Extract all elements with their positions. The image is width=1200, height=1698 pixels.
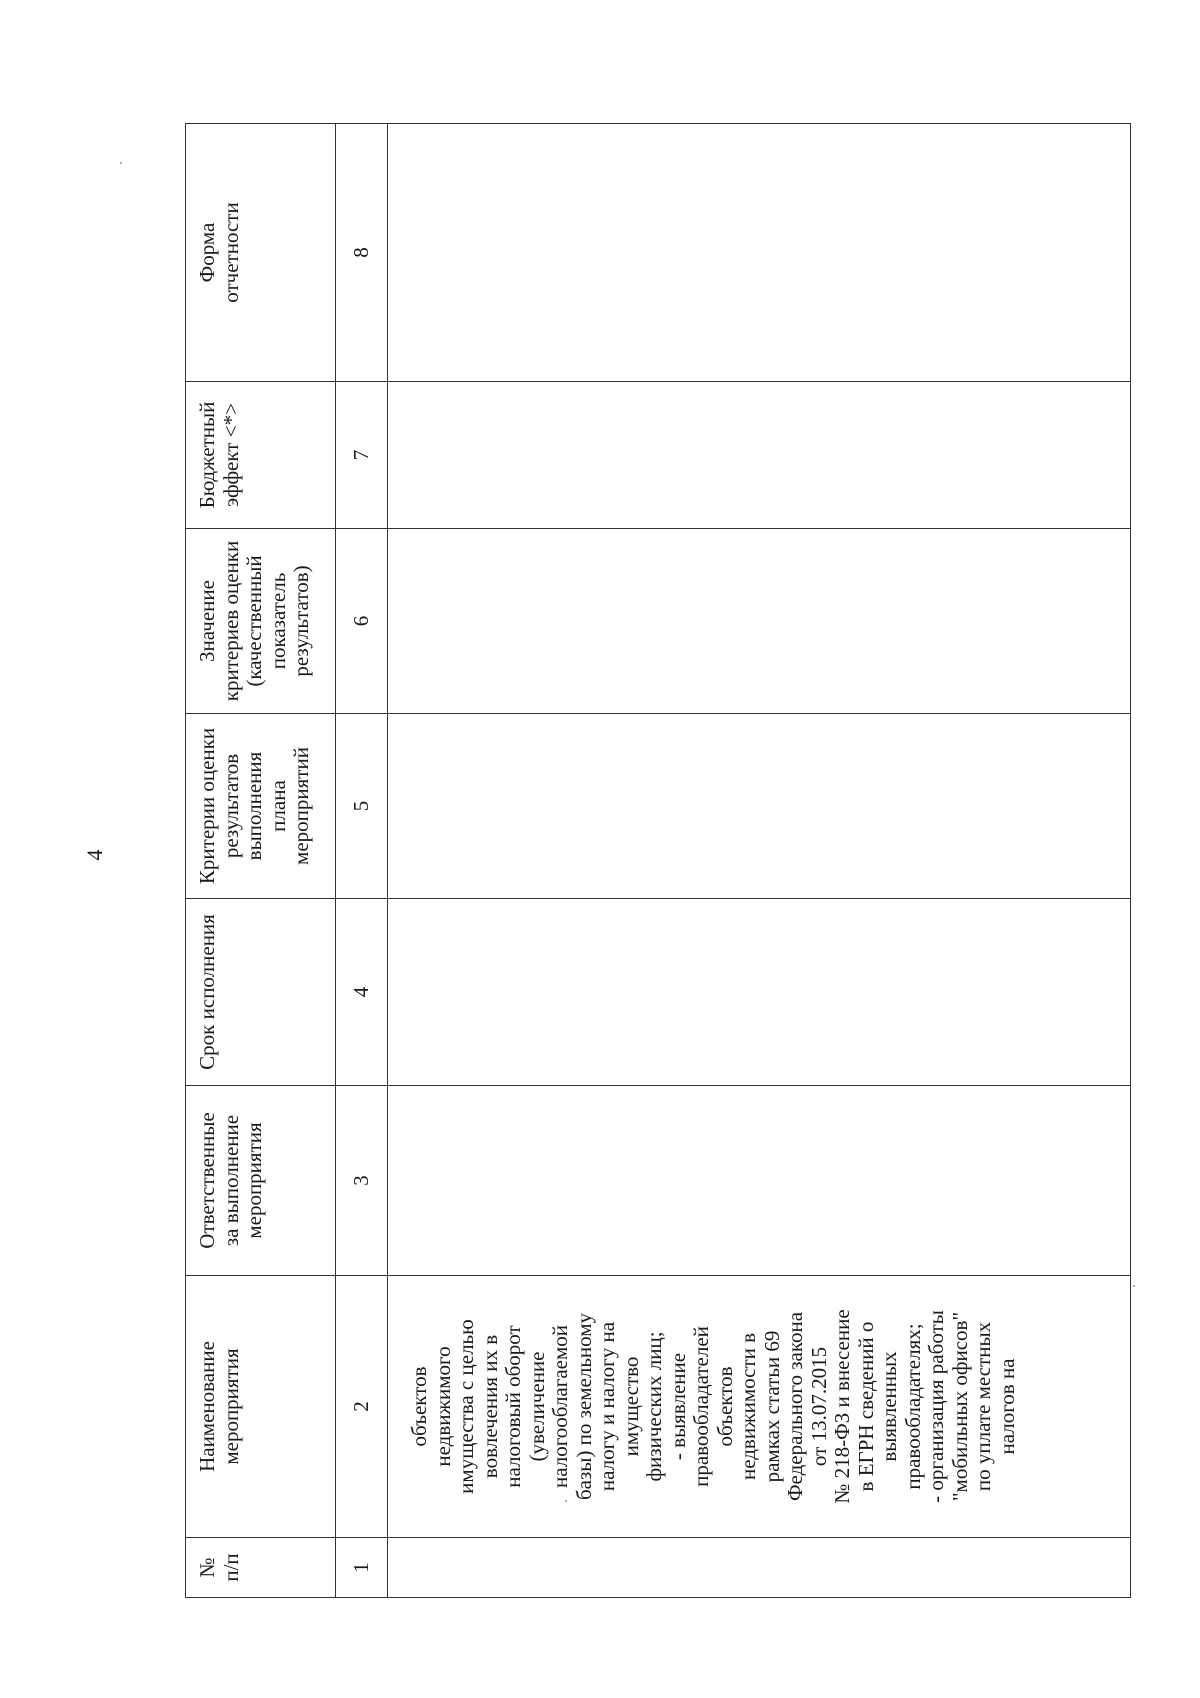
header-deadline: Срок исполнения	[186, 899, 336, 1086]
criteria-value-cell	[388, 529, 1131, 714]
page-number: 4	[82, 849, 107, 861]
column-number-row	[336, 124, 388, 1598]
column-number: 5	[336, 714, 388, 899]
responsible-cell	[388, 1086, 1131, 1276]
column-number: 8	[336, 124, 388, 382]
report-form-cell	[388, 124, 1131, 382]
rotated-table-container	[185, 124, 1131, 1598]
scan-speck	[1133, 1285, 1135, 1287]
header-report-form: Форма отчетности	[186, 124, 336, 382]
table-header-row	[186, 124, 336, 1598]
column-number: 3	[336, 1086, 388, 1276]
criteria-cell	[388, 714, 1131, 899]
column-number: 2	[336, 1276, 388, 1538]
activity-cell	[388, 1276, 1131, 1538]
header-criteria: Критерии оценки результатов выполнения плана мероприятий	[186, 714, 336, 899]
table-row	[388, 124, 1131, 1598]
header-activity-name: Наименование мероприятия	[186, 1276, 336, 1538]
column-number: 1	[336, 1538, 388, 1598]
column-number: 7	[336, 382, 388, 529]
budget-effect-cell	[388, 382, 1131, 529]
scan-speck	[565, 1500, 567, 1502]
header-responsible: Ответственные за выполнение мероприятия	[186, 1086, 336, 1276]
column-number: 4	[336, 899, 388, 1086]
row-index-cell	[388, 1538, 1131, 1598]
header-budget-effect: Бюджетный эффект <*>	[186, 382, 336, 529]
activity-plan-table	[185, 123, 1131, 1598]
deadline-cell	[388, 899, 1131, 1086]
header-criteria-value: Значение критериев оценки (качественный показатель результатов)	[186, 529, 336, 714]
header-number: № п/п	[186, 1538, 336, 1598]
activity-text: объектов недвижимого имущества с целью вовлечения их в налоговый оборот (увеличение налогооблагаемой базы) по земельному налогу и налогу на имущество физических лиц; - выявление правообладателей объектов недвижимости в рамках статьи 69 Федерального закона от 13.07.2015 № 218-ФЗ и внесение в ЕГРН сведений о выявленных правообладателях; - организация работы "мобильных офисов" по уплате местных налогов на	[407, 1309, 1019, 1504]
scan-speck	[120, 162, 122, 164]
column-number: 6	[336, 529, 388, 714]
